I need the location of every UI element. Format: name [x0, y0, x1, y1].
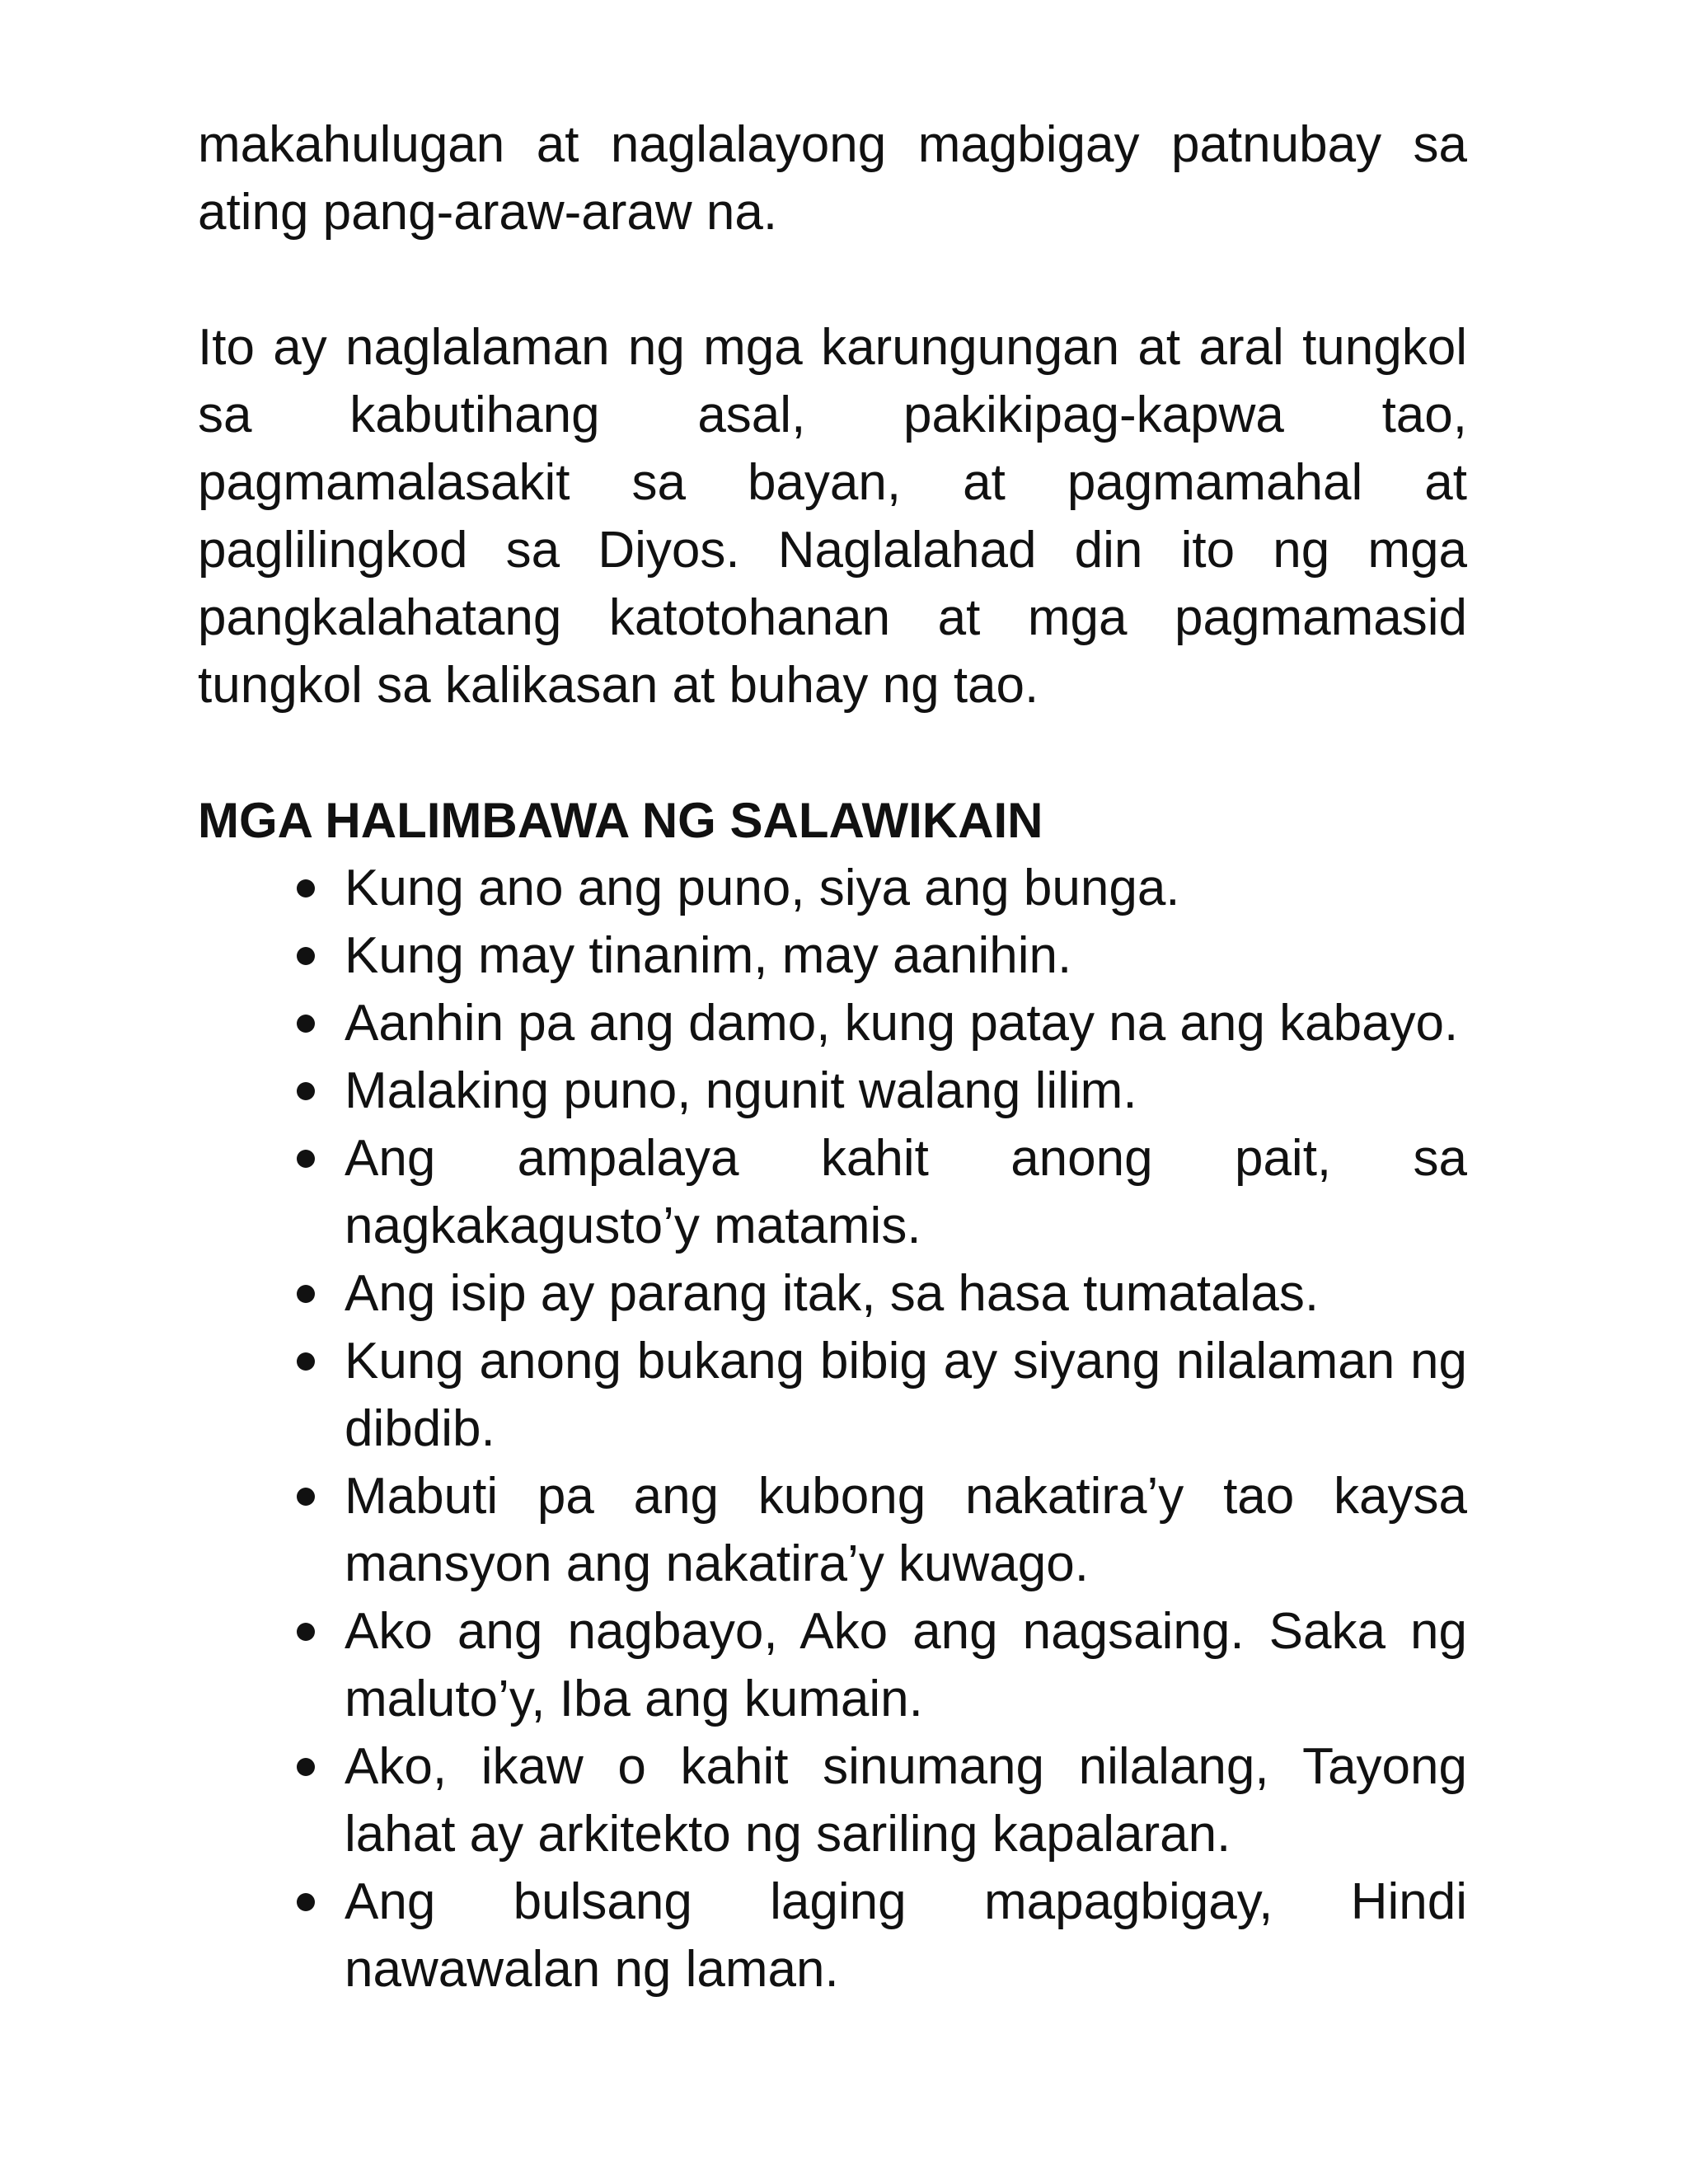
list-item-text: Kung may tinanim, may aanihin. [345, 927, 1072, 984]
paragraph-intro-continued: makahulugan at naglalayong magbigay patnubay sa ating pang-araw-araw na. [198, 116, 1467, 241]
list-item-text: Aanhin pa ang damo, kung patay na ang kabayo. [345, 995, 1459, 1052]
list-item-text: Ako, ikaw o kahit sinumang nilalang, Tayong lahat ay arkitekto ng sariling kapalaran. [345, 1738, 1467, 1863]
list-item [345, 855, 1467, 922]
list-item [345, 922, 1467, 990]
bullet-icon [297, 1488, 315, 1506]
list-item [345, 1125, 1467, 1260]
bullet-icon [297, 1758, 315, 1776]
list-item-text: Ako ang nagbayo, Ako ang nagsaing. Saka ng maluto’y, Iba ang kumain. [345, 1603, 1467, 1727]
list-item [345, 1598, 1467, 1733]
paragraph-description: Ito ay naglalaman ng mga karungungan at aral tungkol sa kabutihang asal, pakikipag-kapwa tao, pagmamalasakit sa bayan, at pagmamahal at paglilingkod sa Diyos. Naglalahad din ito ng mga pangkalahatang katotohanan at mga pagmamasid tungkol sa kalikasan at buhay ng tao. [198, 319, 1467, 714]
list-item-text: Ang isip ay parang itak, sa hasa tumatalas. [345, 1265, 1320, 1322]
section-heading: MGA HALIMBAWA NG SALAWIKAIN [198, 793, 1043, 848]
list-item-text: Ang ampalaya kahit anong pait, sa nagkakagusto’y matamis. [345, 1130, 1467, 1254]
document-page [198, 111, 1467, 2004]
bullet-icon [297, 1082, 315, 1100]
list-item [345, 1057, 1467, 1125]
list-item [345, 1868, 1467, 2004]
list-item-text: Mabuti pa ang kubong nakatira’y tao kaysa mansyon ang nakatira’y kuwago. [345, 1468, 1467, 1592]
list-item [345, 1733, 1467, 1868]
list-item-text: Ang bulsang laging mapagbigay, Hindi nawawalan ng laman. [345, 1873, 1467, 1998]
bullet-icon [297, 1352, 315, 1371]
bullet-icon [297, 879, 315, 898]
list-item [345, 1328, 1467, 1463]
bullet-icon [297, 1893, 315, 1911]
proverb-list [198, 855, 1467, 2004]
bullet-icon [297, 947, 315, 965]
list-item [345, 1463, 1467, 1598]
bullet-icon [297, 1015, 315, 1033]
list-item [345, 1260, 1467, 1328]
bullet-icon [297, 1623, 315, 1641]
bullet-icon [297, 1150, 315, 1168]
list-item-text: Kung ano ang puno, siya ang bunga. [345, 860, 1180, 916]
bullet-icon [297, 1285, 315, 1303]
list-item-text: Malaking puno, ngunit walang lilim. [345, 1062, 1137, 1119]
list-item-text: Kung anong bukang bibig ay siyang nilalaman ng dibdib. [345, 1333, 1467, 1457]
list-item [345, 990, 1467, 1057]
